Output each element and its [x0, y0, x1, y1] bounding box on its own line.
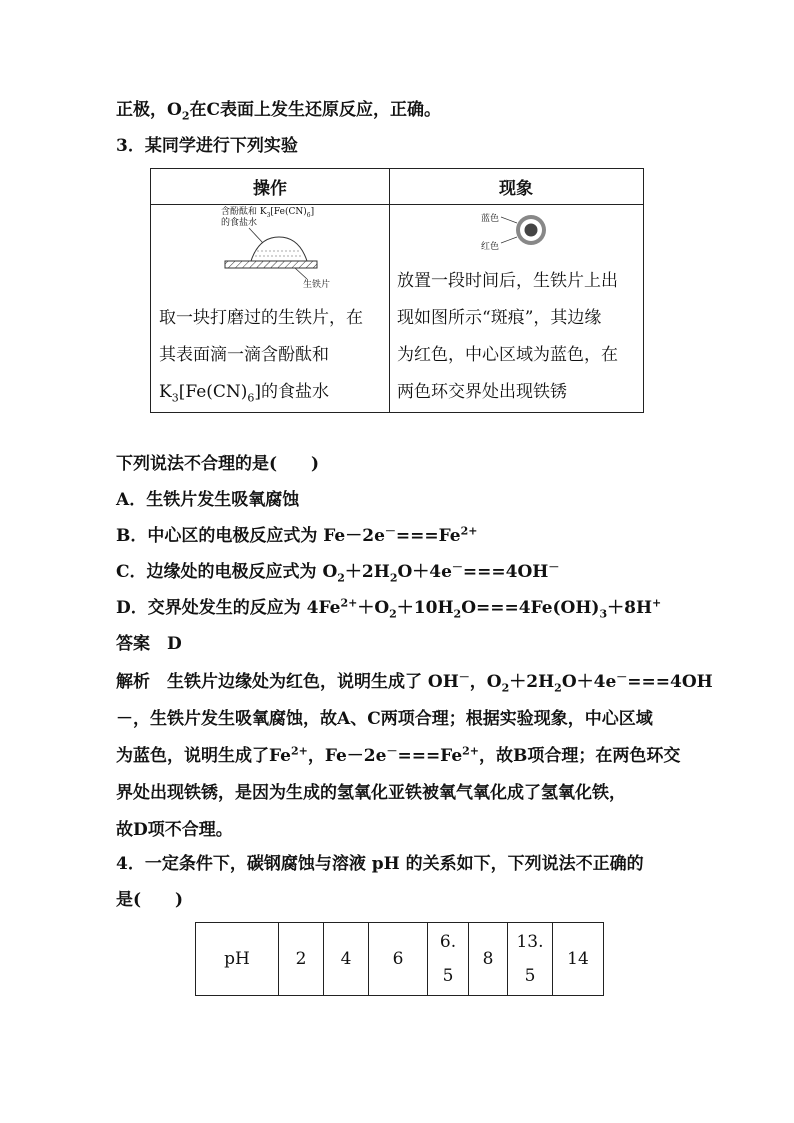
option-a: A．生铁片发生吸氧腐蚀: [116, 490, 300, 510]
solution-label: 含酚酞和 $K_3[Fe(CN)_6]$ 的食盐水: [221, 207, 315, 228]
ph-cell: 2: [279, 923, 324, 996]
analysis-line-3: 为蓝色，说明生成了$Fe^{2+}$，$Fe-2e^-===Fe^{2+}$，故B项合理；在两色环交: [116, 744, 681, 766]
droplet-figure: [211, 207, 381, 289]
table-row: [196, 923, 604, 996]
operation-line-2: 其表面滴一滴含酚酞和: [159, 345, 329, 365]
q4-stem-line-2: 是( ): [116, 890, 184, 910]
option-b: B．中心区的电极反应式为 $Fe-2e^-===Fe^{2+}$: [116, 524, 478, 546]
q4-stem-line-1: 4．一定条件下，碳钢腐蚀与溶液 pH 的关系如下，下列说法不正确的: [116, 854, 644, 874]
ph-label-cell: pH: [196, 923, 279, 996]
option-d: D．交界处发生的反应为 $4Fe^{2+}+O_2+10H_2O===4Fe(OH)_3+8H^+$: [116, 596, 662, 621]
blue-label: 蓝色: [481, 214, 500, 224]
phenomenon-line-3: 为红色，中心区域为蓝色，在: [397, 345, 618, 365]
ph-cell: 8: [469, 923, 508, 996]
analysis-line-2: －，生铁片发生吸氧腐蚀，故A、C两项合理；根据实验现象，中心区域: [116, 709, 653, 729]
intro-line: 正极，$O_2$在C表面上发生还原反应，正确。: [116, 100, 441, 123]
ph-table: [195, 922, 604, 996]
ph-cell: 6. 5: [428, 923, 469, 996]
ph-cell: 13. 5: [508, 923, 553, 996]
analysis-line-4: 界处出现铁锈，是因为生成的氢氧化亚铁被氧气氧化成了氢氧化铁，: [116, 783, 626, 803]
ring-drawing: [481, 209, 561, 255]
option-c: C．边缘处的电极反应式为 $O_2+2H_2O+4e^-===4OH^-$: [116, 560, 560, 585]
q3-stem: 3．某同学进行下列实验: [116, 136, 298, 156]
ring-figure: [481, 209, 561, 255]
analysis-line-1: 解析 生铁片边缘处为红色，说明生成了 OH－，$O_2+2H_2O+4e^-===4OH$: [116, 670, 713, 695]
header-phenomenon: 现象: [389, 169, 643, 205]
table-divider: [389, 169, 390, 412]
phenomenon-line-4: 两色环交界处出现铁锈: [397, 382, 567, 402]
iron-label: 生铁片: [303, 280, 331, 290]
ph-cell: 4: [324, 923, 369, 996]
header-operation: 操作: [151, 169, 389, 205]
answer-line: 答案 D: [116, 634, 182, 654]
phenomenon-line-1: 放置一段时间后，生铁片上出: [397, 271, 618, 291]
operation-line-3: $K_3[Fe(CN)_6]$的食盐水: [159, 382, 330, 405]
experiment-table: [150, 168, 644, 413]
red-label: 红色: [481, 242, 500, 252]
analysis-line-5: 故D项不合理。: [116, 820, 233, 840]
droplet-drawing: [211, 207, 381, 289]
q3-ask: 下列说法不合理的是( ): [116, 454, 320, 474]
ph-cell: 6: [369, 923, 428, 996]
operation-line-1: 取一块打磨过的生铁片，在: [159, 308, 363, 328]
ph-cell: 14: [553, 923, 604, 996]
phenomenon-line-2: 现如图所示“斑痕”，其边缘: [397, 308, 602, 328]
